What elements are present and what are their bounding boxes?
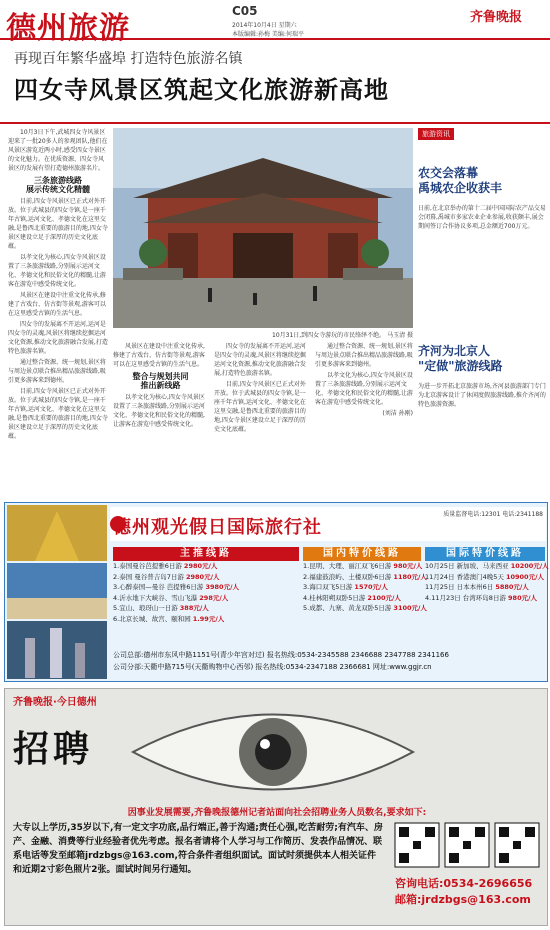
recruit-title: 招聘 [13,729,94,770]
route-price: 1180元/人 [393,572,427,581]
route-item [425,561,549,572]
recruit-body: 大专以上学历,35岁以下,有一定文字功底,品行端正,善于沟通;责任心强,吃苦耐劳;有汽车、房产、金融、消费等行业经验者优先考虑。报名者请将个人学习与工作简历、发表作品情况、联系电话等发至邮箱jrdzbgs@163.com,符合条件者组织面试。面试时须提供本人相关证件和近期2寸彩色照片2张。面试时间另行通知。 [13,823,383,875]
recruit-email: 邮箱:jrdzbgs@163.com [395,893,531,906]
route-name: 2.泰国 曼谷普吉岛7日游 [113,572,184,581]
intl-routes-header: 国际特价线路 [425,547,545,561]
ad-footer [113,649,545,673]
route-item [113,582,299,593]
sidebar-section-tag: 旅游资讯 [418,128,454,140]
article-subhead-2: 整合与规划共同 推出新线路 [132,372,189,390]
route-name: 3.心醉泰国—曼谷 芭提雅6日游 [113,583,204,591]
route-price: 2980元/人 [185,572,220,581]
eye-illustration [123,697,423,807]
ad-footer-line-2: 公司分部:天衢中路715号(天衢购物中心西邻) 报名热线:0534-2347188 2366681 网址:www.ggjr.cn [113,663,432,671]
route-price: 5880元/人 [495,583,529,591]
recruitment-ad [4,688,548,926]
article-paragraph: 通过整合资源、统一规划,景区将与周边景点联合推出精品旅游线路,吸引更多游客来到德州。 [8,359,106,384]
route-price: 980元/人 [393,562,423,570]
article-paragraph: 以孝文化为核心,四女寺风景区设置了三条旅游线路,分别展示运河文化、孝德文化和民俗文化的精髓,让游客在游览中感受传统文化。 [113,394,205,428]
route-name: 3.海口双飞5日游 [303,583,353,591]
route-item [113,593,299,604]
article-headline: 四女寺风景区筑起文化旅游新高地 [14,76,389,104]
route-item [303,603,427,614]
sidebar-title-1: 农交会落幕 禹城农企收获丰 [418,166,503,195]
route-item [303,593,421,604]
route-name: 6.北京长城、故宫、颐和园 [113,614,191,623]
main-routes-column [113,547,299,647]
article-paragraph: 风景区在建设中注重文化传承,修建了古戏台、仿古街等景观,游客可以在这里感受古镇的生活气息。 [113,343,205,368]
article-paragraph: 通过整合资源、统一规划,景区将与周边景点联合推出精品旅游线路,吸引更多游客来到德州。 [315,343,413,368]
news-sidebar [418,128,548,500]
route-item [425,572,545,583]
photo-caption: 10月31日,到四女寺游玩的市民络绎不绝。 马玉清 摄 [272,332,413,339]
article-paragraph: 以孝文化为核心,四女寺风景区设置了三条旅游线路,分别展示运河文化、孝德文化和民俗文化的精髓,让游客在游览中感受传统文化。 [8,254,106,288]
route-name: 4.11月23日 台湾环岛8日游 [425,593,506,602]
main-routes-list [113,561,299,624]
route-name: 10月25日 新加坡、马来西亚 [425,562,509,570]
route-price: 388元/人 [179,604,209,612]
travel-agency-ad [4,502,548,682]
route-price: 10900元/人 [505,572,544,581]
route-item [425,593,545,604]
temple-photo [113,128,413,328]
recruit-phone: 咨询电话:0534-2696656 [395,877,533,890]
route-price: 2980元/人 [183,562,218,570]
editor-credit: 本版编辑:孙梅 美编:何瑞平 [232,31,304,38]
route-price: 3980元/人 [205,583,239,591]
sidebar-body-1: 日前,在北京举办的第十二届中国国际农产品交易会闭幕,禹城市多家农业企业参展,收获颇丰,展会期间签订合作协议多项,总金额近700万元。 [418,205,546,230]
route-price: 10200元/人 [510,562,549,570]
article-paragraph: 四女寺的发展离不开运河,运河是四女寺的灵魂,风景区将继续挖掘运河文化资源,推动文化旅游融合发展,打造特色旅游名镇。 [214,343,306,377]
article-subhead-1: 三条旅游线路 展示传统文化精髓 [26,176,90,194]
article-kicker: 再现百年繁华盛埠 打造特色旅游名镇 [14,51,243,67]
route-item [303,572,427,583]
agency-contact: 质量监督电话:12301 电话:2341188 [443,511,543,518]
route-item [113,614,299,625]
route-price: 1.99元/人 [192,614,225,623]
article-lead: 10月3日下午,武城四女寺风景区迎来了一批20多人的参观团队,他们在风景区游览近两小时,感受四女寺景区的文化魅力。在优质资源、四女寺风景区的发展有望打造德州旅游名片。 [8,129,108,172]
page-number: C05 [232,4,258,18]
route-item [303,561,421,572]
main-routes-header: 主推线路 [113,547,299,561]
route-item [113,572,299,583]
sidebar-title-2: 齐河为北京人 "定做"旅游线路 [418,344,503,373]
recruit-headline: 因事业发展需要,齐鲁晚报德州记者站面向社会招聘业务人员数名,要求如下: [127,808,427,818]
route-item [113,603,299,614]
divider-rule [0,122,550,124]
route-item [113,561,299,572]
article-paragraph: 目前,四女寺风景区已正式对外开放。位于武城县的四女寺镇,是一座千年古镇,运河文化、孝德文化在这里交融,是鲁西北重要的旅游目的地,四女寺景区建设立足于深厚的历史文化底蕴。 [8,198,108,250]
recruit-brand: 齐鲁晚报·今日德州 [13,697,97,708]
route-price: 2100元/人 [367,593,401,602]
ad-photo-collage [5,503,110,681]
masthead-title: 德州旅游 [6,11,130,46]
article-paragraph: 目前,四女寺风景区已正式对外开放。位于武城县的四女寺镇,是一座千年古镇,运河文化、孝德文化在这里交融,是鲁西北重要的旅游目的地,四女寺景区建设立足于深厚的历史文化底蕴。 [8,388,108,440]
route-price: 980元/人 [508,593,537,602]
route-price: 1570元/人 [354,583,388,591]
route-name: 4.桂林阳朔双卧5日游 [303,593,366,602]
route-price: 3100元/人 [393,604,427,612]
article-paragraph: 风景区在建设中注重文化传承,修建了古戏台、仿古街等景观,游客可以在这里感受古镇的生活气息。 [8,292,106,317]
route-item [303,582,421,593]
article-column-4 [315,342,413,500]
route-name: 1.泰国曼谷芭提雅6日游 [113,562,182,570]
intl-routes-column [425,547,549,647]
sidebar-body-2: 为进一步开拓北京旅游市场,齐河县旅游部门专门为北京游客设计了休闲度假旅游线路,推介齐河的特色旅游资源。 [418,383,546,408]
article-column-1 [8,128,108,498]
page-header [0,0,550,46]
issue-date: 2014年10月4日 星期六 [232,22,297,29]
route-name: 5.成都、九寨、黄龙双卧5日游 [303,604,392,612]
qr-code-icons [393,821,543,869]
article-column-3 [214,342,309,500]
domestic-routes-list [303,561,427,614]
article-paragraph: 以孝文化为核心,四女寺风景区设置了三条旅游线路,分别展示运河文化、孝德文化和民俗文化的精髓,让游客在游览中感受传统文化。 [315,372,413,406]
article-paragraph: 目前,四女寺风景区已正式对外开放。位于武城县的四女寺镇,是一座千年古镇,运河文化、孝德文化在这里交融,是鲁西北重要的旅游目的地,四女寺景区建设立足于深厚的历史文化底蕴。 [214,381,306,433]
ad-footer-line-1: 公司总部:德州市东风中路1151号(青少年宫对过) 报名热线:0534-2345588 2346688 2347788 2341166 [113,651,449,659]
article-paragraph: 四女寺的发展离不开运河,运河是四女寺的灵魂,风景区将继续挖掘运河文化资源,推动文化旅游融合发展,打造特色旅游名镇。 [8,321,108,355]
route-name: 4.沂水地下大峡谷、雪山飞瀑 [113,593,198,602]
article-byline: (刘洁 孙刚) [382,410,413,417]
route-item [425,582,545,593]
domestic-routes-header: 国内特价线路 [303,547,421,561]
route-name: 11月24日 香港澳门4晚5天 [425,572,504,581]
route-name: 5.宜山、琅玡山一日游 [113,604,178,612]
route-name: 1.昆明、大理、丽江双飞6日游 [303,562,392,570]
domestic-routes-column [303,547,427,647]
route-name: 2.福建鼓浪屿、土楼双卧6日游 [303,572,392,581]
intl-routes-list [425,561,549,603]
route-price: 298元/人 [199,593,229,602]
article-column-2 [113,342,208,500]
route-name: 11月25日 日本本州6日 [425,583,494,591]
newspaper-logo: 齐鲁晚报 [470,10,523,25]
agency-name: 德州观光假日国际旅行社 [113,517,322,538]
